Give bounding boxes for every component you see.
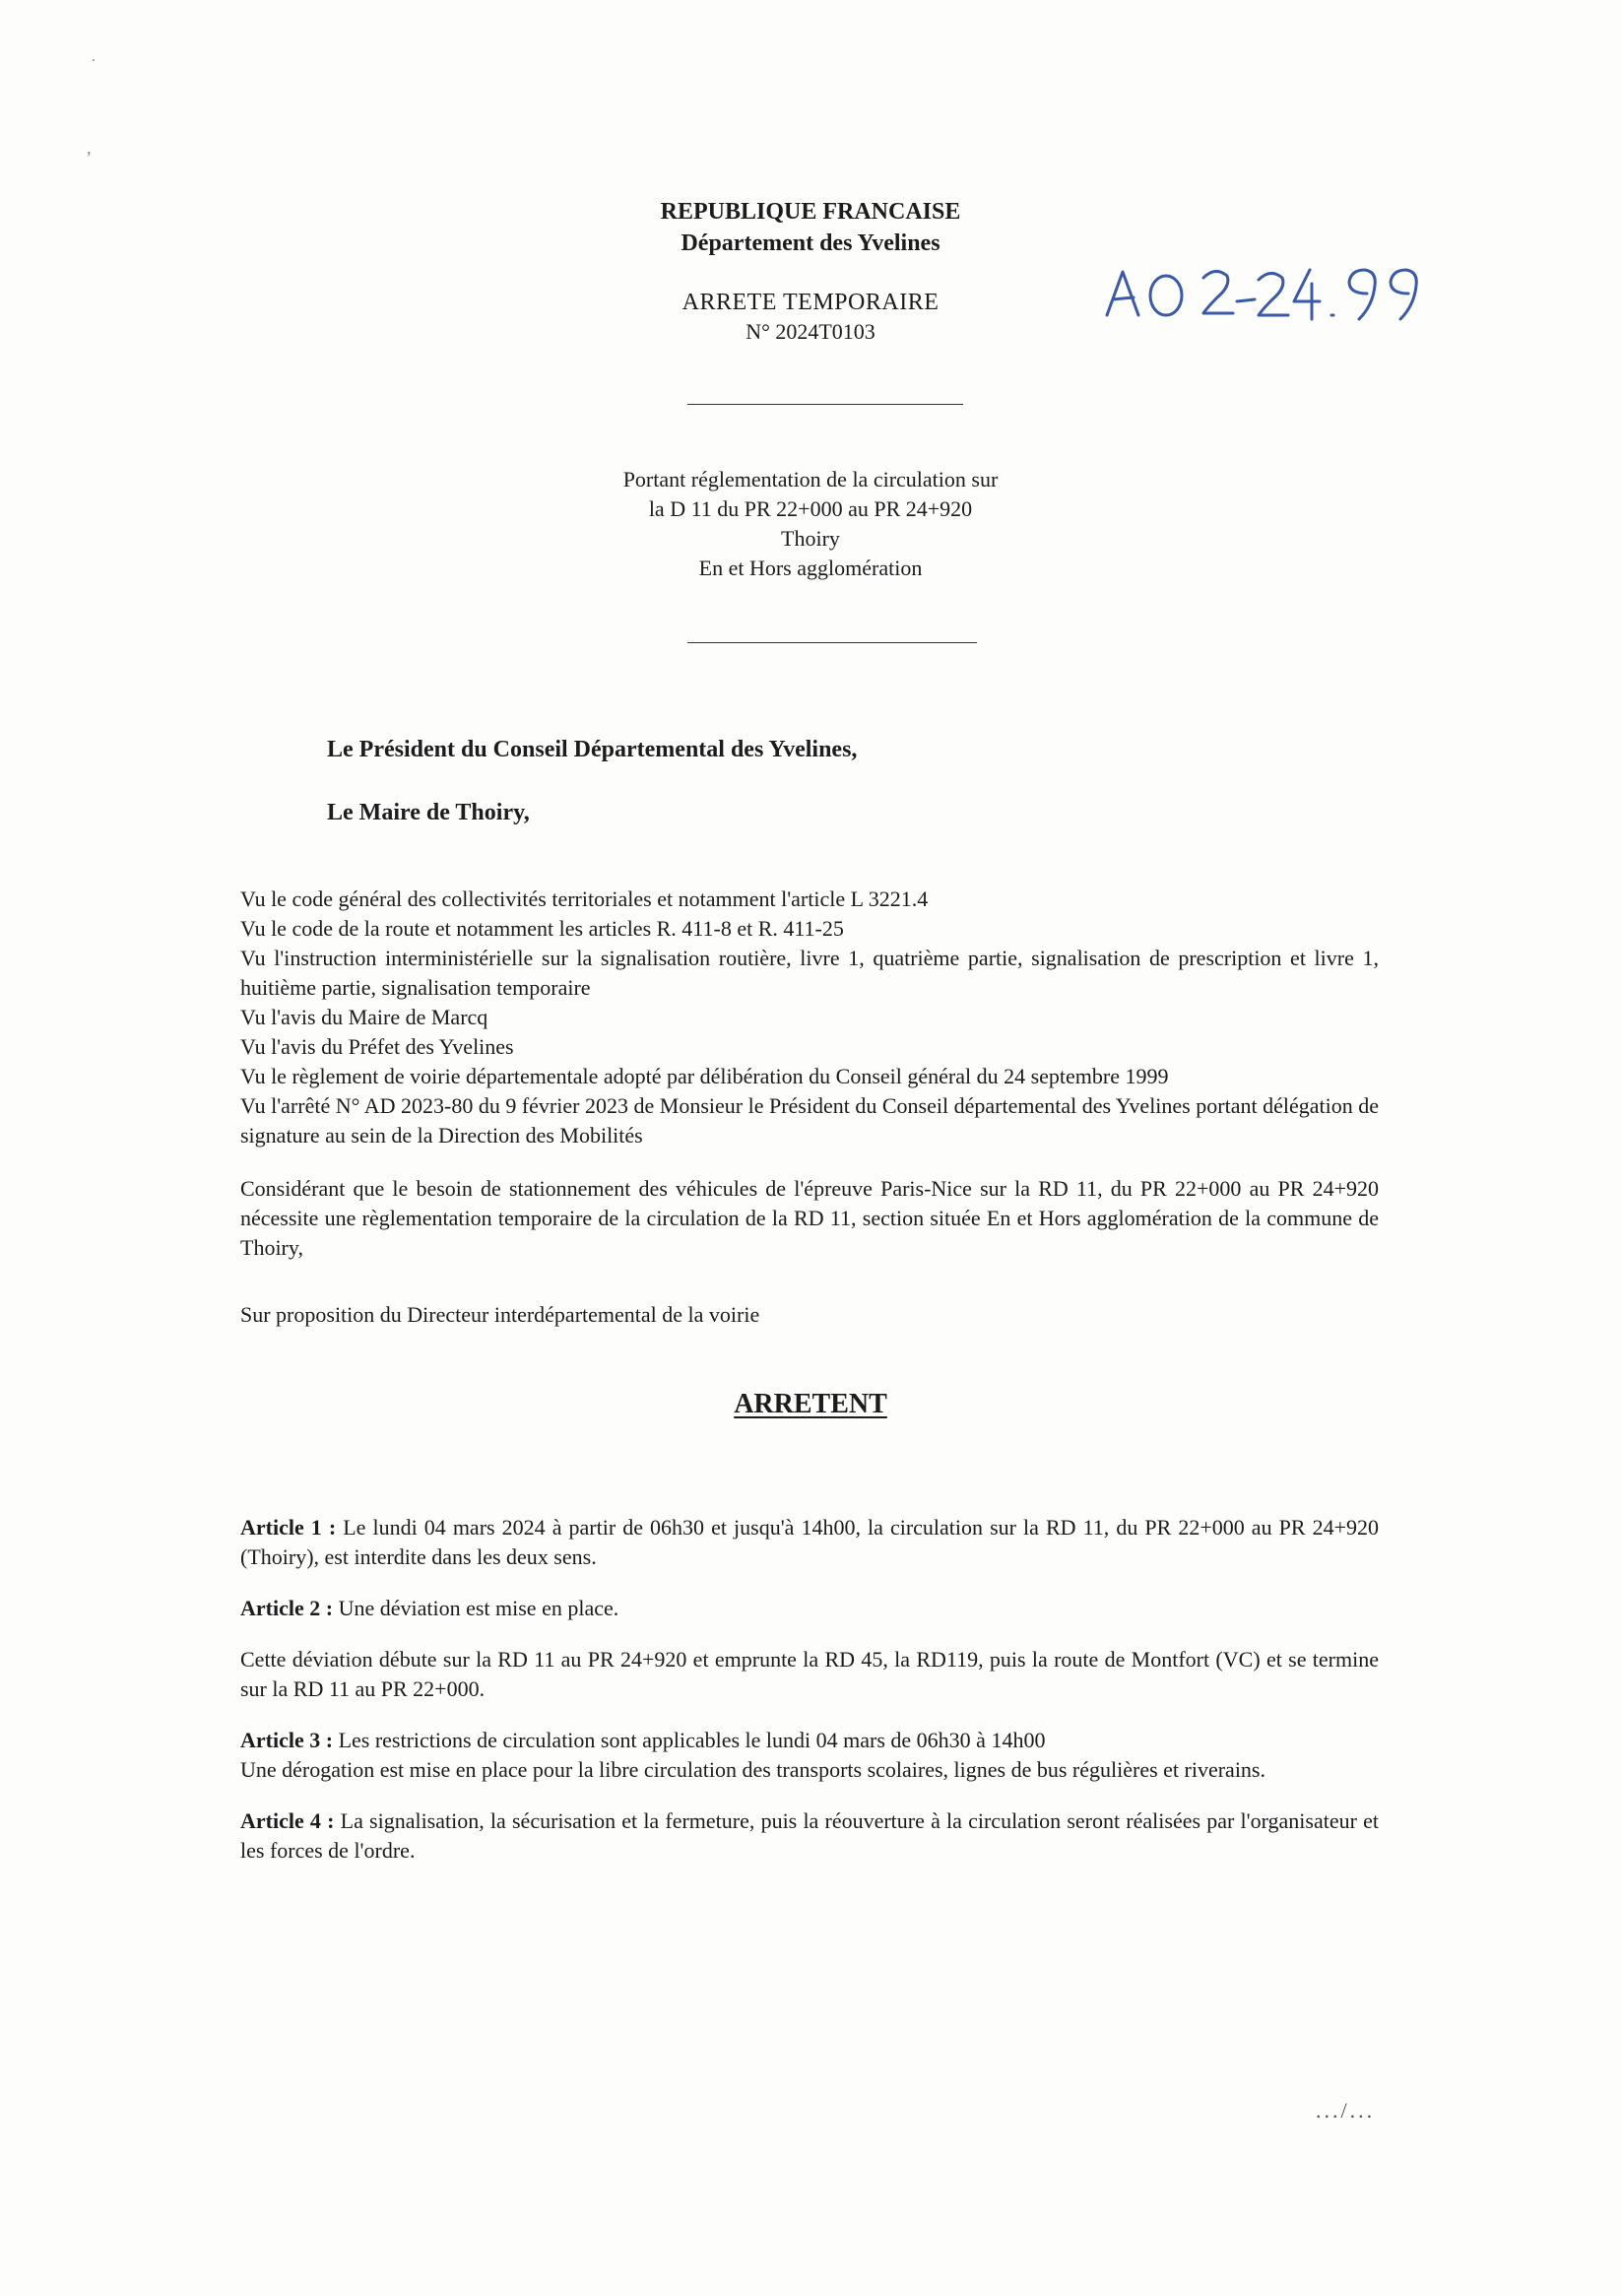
visa-line: Vu l'arrêté N° AD 2023-80 du 9 février 2023 de Monsieur le Président du Conseil départemental des Yvelines portant délégation de signature au sein de la Direction des Mobilités (240, 1093, 1379, 1148)
article-text: Une déviation est mise en place. (333, 1596, 619, 1620)
visas-block (240, 885, 1379, 1150)
proposition-text: Sur proposition du Directeur interdépartemental de la voirie (240, 1302, 760, 1327)
handwritten-reference (1101, 258, 1456, 337)
addressee-mayor: Le Maire de Thoiry, (327, 800, 530, 825)
scan-speck: , (87, 138, 92, 158)
subject-line: En et Hors agglomération (698, 556, 923, 580)
article-text: Une dérogation est mise en place pour la libre circulation des transports scolaires, lignes de bus régulières et riverains. (240, 1757, 1265, 1782)
article-2-detail (240, 1645, 1379, 1704)
article-text: Le lundi 04 mars 2024 à partir de 06h30 et jusqu'à 14h00, la circulation sur la RD 11, du PR 22+000 au PR 24+920 (Thoiry), est interdite dans les deux sens. (240, 1515, 1379, 1569)
article-2 (240, 1594, 1379, 1623)
subject-line: Thoiry (781, 526, 840, 551)
arretent-heading: ARRETENT (734, 1389, 887, 1419)
considerant-paragraph (240, 1174, 1379, 1263)
article-label: Article 1 : (240, 1515, 337, 1540)
addressee-president: Le Président du Conseil Départemental des Yvelines, (327, 737, 858, 762)
subject-line: la D 11 du PR 22+000 au PR 24+920 (648, 496, 973, 521)
considerant-text: Considérant que le besoin de stationnement des véhicules de l'épreuve Paris-Nice sur la RD 11, du PR 22+000 au PR 24+920 nécessite une règlementation temporaire de la circulation de la RD 11, section située En et Hors agglomération de la commune de Thoiry, (240, 1176, 1379, 1260)
article-label: Article 4 : (240, 1808, 335, 1833)
scan-speck: ˙ (91, 55, 97, 75)
department-heading: Département des Yvelines (681, 230, 940, 256)
visa-line: Vu le code général des collectivités territoriales et notamment l'article L 3221.4 (240, 886, 929, 911)
article-text: Les restrictions de circulation sont applicables le lundi 04 mars de 06h30 à 14h00 (333, 1728, 1046, 1752)
article-text: La signalisation, la sécurisation et la fermeture, puis la réouverture à la circulation seront réalisées par l'organisateur et les forces de l'ordre. (240, 1808, 1379, 1863)
separator-line (687, 642, 977, 643)
continuation-mark: .../... (1316, 2098, 1376, 2123)
visa-line: Vu l'avis du Maire de Marcq (240, 1005, 488, 1029)
visa-line: Vu l'avis du Préfet des Yvelines (240, 1034, 514, 1059)
article-4 (240, 1806, 1379, 1866)
separator-line (687, 404, 963, 405)
article-label: Article 2 : (240, 1596, 334, 1620)
subject-line: Portant réglementation de la circulation sur (622, 467, 999, 492)
visa-line: Vu l'instruction interministérielle sur la signalisation routière, livre 1, quatrième partie, signalisation de prescription et livre 1, huitième partie, signalisation temporaire (240, 946, 1379, 1000)
handwritten-reference-text: AO 2-24 .99 (1101, 258, 1107, 259)
articles-block (240, 1513, 1379, 1887)
republic-heading: REPUBLIQUE FRANCAISE (660, 199, 961, 225)
article-text: Cette déviation débute sur la RD 11 au PR 24+920 et emprunte la RD 45, la RD119, puis la route de Montfort (VC) et se termine sur la RD 11 au PR 22+000. (240, 1647, 1379, 1701)
article-label: Article 3 : (240, 1728, 334, 1752)
doc-type-heading: ARRETE TEMPORAIRE (681, 290, 940, 315)
article-1 (240, 1513, 1379, 1572)
article-3 (240, 1726, 1379, 1785)
doc-number: N° 2024T0103 (746, 319, 875, 344)
proposition-paragraph (240, 1300, 1379, 1330)
visa-line: Vu le règlement de voirie départementale adopté par délibération du Conseil général du 24 septembre 1999 (240, 1064, 1169, 1088)
visa-line: Vu le code de la route et notamment les articles R. 411-8 et R. 411-25 (240, 916, 844, 941)
